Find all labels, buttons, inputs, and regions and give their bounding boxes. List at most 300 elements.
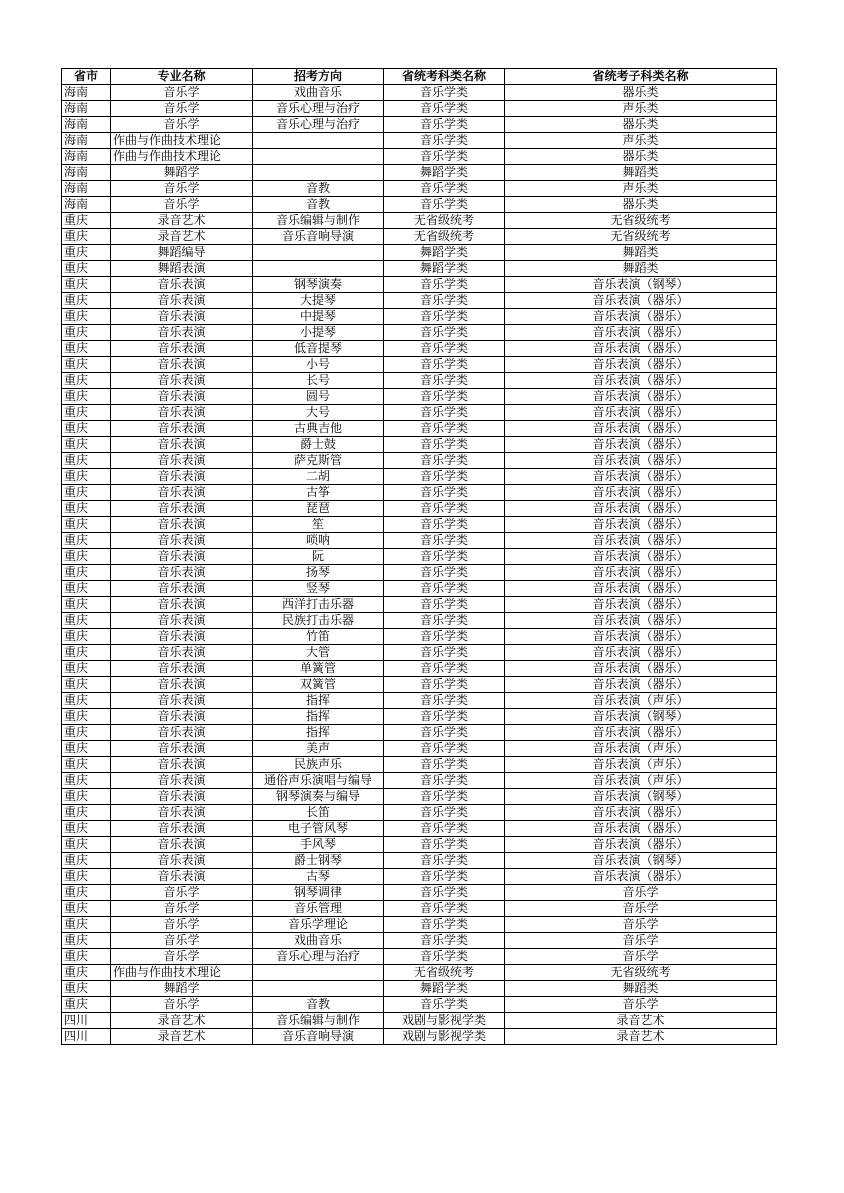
province-cell: 重庆 <box>62 629 111 645</box>
exam-category-cell: 音乐学类 <box>384 133 505 149</box>
province-cell: 重庆 <box>62 389 111 405</box>
major-name-cell: 音乐表演 <box>111 821 253 837</box>
province-cell: 重庆 <box>62 517 111 533</box>
table-row <box>62 501 777 517</box>
province-cell: 重庆 <box>62 373 111 389</box>
province-cell: 重庆 <box>62 693 111 709</box>
exam-category-cell: 音乐学类 <box>384 405 505 421</box>
exam-category-cell: 音乐学类 <box>384 533 505 549</box>
exam-direction-cell: 音乐学理论 <box>253 917 384 933</box>
table-row <box>62 885 777 901</box>
exam-direction-cell: 美声 <box>253 741 384 757</box>
exam-subcategory-cell: 音乐表演（器乐） <box>505 821 777 837</box>
header-exam-category: 省统考科类名称 <box>384 69 505 85</box>
major-name-cell: 音乐表演 <box>111 325 253 341</box>
major-name-cell: 音乐表演 <box>111 405 253 421</box>
exam-direction-cell: 音乐编辑与制作 <box>253 1013 384 1029</box>
exam-category-cell: 音乐学类 <box>384 117 505 133</box>
major-name-cell: 音乐表演 <box>111 581 253 597</box>
major-name-cell: 音乐表演 <box>111 629 253 645</box>
exam-direction-cell: 钢琴演奏与编导 <box>253 789 384 805</box>
table-row <box>62 1013 777 1029</box>
exam-category-cell: 音乐学类 <box>384 517 505 533</box>
major-name-cell: 音乐表演 <box>111 837 253 853</box>
exam-direction-cell: 钢琴演奏 <box>253 277 384 293</box>
major-name-cell: 音乐表演 <box>111 437 253 453</box>
table-row <box>62 901 777 917</box>
major-name-cell: 音乐表演 <box>111 773 253 789</box>
exam-direction-cell: 大提琴 <box>253 293 384 309</box>
exam-category-cell: 音乐学类 <box>384 389 505 405</box>
exam-direction-cell: 大号 <box>253 405 384 421</box>
table-row <box>62 421 777 437</box>
exam-subcategory-cell: 音乐表演（器乐） <box>505 437 777 453</box>
exam-direction-cell: 音乐音响导演 <box>253 1029 384 1045</box>
exam-direction-cell: 二胡 <box>253 469 384 485</box>
table-row <box>62 277 777 293</box>
exam-category-cell: 音乐学类 <box>384 469 505 485</box>
exam-subcategory-cell: 声乐类 <box>505 181 777 197</box>
province-cell: 重庆 <box>62 613 111 629</box>
exam-category-cell: 音乐学类 <box>384 789 505 805</box>
exam-subcategory-cell: 音乐表演（器乐） <box>505 533 777 549</box>
exam-direction-cell <box>253 965 384 981</box>
exam-category-cell: 音乐学类 <box>384 741 505 757</box>
exam-subcategory-cell: 音乐表演（器乐） <box>505 389 777 405</box>
exam-subcategory-cell: 音乐表演（声乐） <box>505 773 777 789</box>
major-name-cell: 音乐表演 <box>111 341 253 357</box>
table-row <box>62 741 777 757</box>
major-name-cell: 音乐表演 <box>111 661 253 677</box>
major-name-cell: 音乐表演 <box>111 453 253 469</box>
exam-category-cell: 无省级统考 <box>384 229 505 245</box>
table-row <box>62 181 777 197</box>
exam-subcategory-cell: 音乐表演（器乐） <box>505 677 777 693</box>
major-name-cell: 音乐表演 <box>111 869 253 885</box>
exam-subcategory-cell: 器乐类 <box>505 197 777 213</box>
province-cell: 重庆 <box>62 533 111 549</box>
major-name-cell: 舞蹈编导 <box>111 245 253 261</box>
province-cell: 重庆 <box>62 869 111 885</box>
major-name-cell: 音乐表演 <box>111 565 253 581</box>
province-cell: 重庆 <box>62 709 111 725</box>
exam-direction-cell: 古筝 <box>253 485 384 501</box>
table-row <box>62 213 777 229</box>
exam-category-cell: 戏剧与影视学类 <box>384 1013 505 1029</box>
exam-direction-cell: 音乐心理与治疗 <box>253 101 384 117</box>
exam-category-cell: 音乐学类 <box>384 309 505 325</box>
province-cell: 海南 <box>62 181 111 197</box>
table-row <box>62 917 777 933</box>
exam-subcategory-cell: 录音艺术 <box>505 1029 777 1045</box>
province-cell: 重庆 <box>62 981 111 997</box>
exam-direction-cell: 爵士钢琴 <box>253 853 384 869</box>
exam-category-cell: 音乐学类 <box>384 645 505 661</box>
table-row <box>62 645 777 661</box>
exam-direction-cell: 小号 <box>253 357 384 373</box>
table-row <box>62 149 777 165</box>
major-name-cell: 音乐表演 <box>111 597 253 613</box>
exam-direction-cell <box>253 245 384 261</box>
exam-direction-cell: 音教 <box>253 997 384 1013</box>
table-row <box>62 533 777 549</box>
exam-category-cell: 戏剧与影视学类 <box>384 1029 505 1045</box>
major-name-cell: 音乐学 <box>111 181 253 197</box>
exam-subcategory-cell: 音乐表演（器乐） <box>505 629 777 645</box>
province-cell: 海南 <box>62 85 111 101</box>
major-name-cell: 音乐表演 <box>111 293 253 309</box>
exam-direction-cell: 低音提琴 <box>253 341 384 357</box>
exam-direction-cell: 电子管风琴 <box>253 821 384 837</box>
major-name-cell: 音乐表演 <box>111 853 253 869</box>
exam-subcategory-cell: 音乐表演（器乐） <box>505 565 777 581</box>
table-row <box>62 837 777 853</box>
table-row <box>62 805 777 821</box>
exam-direction-cell: 笙 <box>253 517 384 533</box>
exam-category-cell: 音乐学类 <box>384 421 505 437</box>
exam-category-cell: 音乐学类 <box>384 709 505 725</box>
exam-direction-cell: 手风琴 <box>253 837 384 853</box>
major-name-cell: 音乐表演 <box>111 533 253 549</box>
exam-direction-cell: 音教 <box>253 197 384 213</box>
province-cell: 重庆 <box>62 949 111 965</box>
exam-direction-cell: 戏曲音乐 <box>253 933 384 949</box>
province-cell: 重庆 <box>62 549 111 565</box>
province-cell: 海南 <box>62 101 111 117</box>
exam-direction-cell <box>253 149 384 165</box>
major-name-cell: 录音艺术 <box>111 1013 253 1029</box>
exam-category-cell: 音乐学类 <box>384 341 505 357</box>
table-row <box>62 453 777 469</box>
major-name-cell: 音乐表演 <box>111 517 253 533</box>
exam-subcategory-cell: 音乐表演（器乐） <box>505 469 777 485</box>
exam-subcategory-cell: 音乐表演（器乐） <box>505 421 777 437</box>
exam-subcategory-cell: 音乐表演（器乐） <box>505 805 777 821</box>
major-name-cell: 音乐表演 <box>111 549 253 565</box>
table-row <box>62 773 777 789</box>
major-name-cell: 音乐表演 <box>111 741 253 757</box>
exam-category-cell: 音乐学类 <box>384 613 505 629</box>
exam-subcategory-cell: 声乐类 <box>505 133 777 149</box>
exam-direction-cell: 扬琴 <box>253 565 384 581</box>
exam-subcategory-cell: 录音艺术 <box>505 1013 777 1029</box>
exam-category-cell: 音乐学类 <box>384 181 505 197</box>
exam-subcategory-cell: 音乐表演（声乐） <box>505 757 777 773</box>
table-row <box>62 581 777 597</box>
exam-direction-cell: 民族声乐 <box>253 757 384 773</box>
province-cell: 重庆 <box>62 773 111 789</box>
table-row <box>62 997 777 1013</box>
major-name-cell: 音乐表演 <box>111 693 253 709</box>
exam-category-cell: 无省级统考 <box>384 213 505 229</box>
major-name-cell: 音乐学 <box>111 997 253 1013</box>
major-name-cell: 录音艺术 <box>111 1029 253 1045</box>
table-row <box>62 405 777 421</box>
exam-subcategory-cell: 音乐表演（声乐） <box>505 741 777 757</box>
table-row <box>62 789 777 805</box>
province-cell: 海南 <box>62 197 111 213</box>
province-cell: 重庆 <box>62 229 111 245</box>
exam-category-cell: 音乐学类 <box>384 581 505 597</box>
province-cell: 重庆 <box>62 805 111 821</box>
major-name-cell: 音乐学 <box>111 949 253 965</box>
exam-direction-cell: 古典吉他 <box>253 421 384 437</box>
exam-category-cell: 音乐学类 <box>384 853 505 869</box>
exam-category-cell: 舞蹈学类 <box>384 981 505 997</box>
table-row <box>62 245 777 261</box>
major-name-cell: 音乐表演 <box>111 421 253 437</box>
exam-category-cell: 音乐学类 <box>384 917 505 933</box>
exam-subcategory-cell: 音乐学 <box>505 933 777 949</box>
exam-subcategory-cell: 音乐表演（器乐） <box>505 405 777 421</box>
province-cell: 海南 <box>62 133 111 149</box>
table-row <box>62 341 777 357</box>
exam-category-cell: 音乐学类 <box>384 325 505 341</box>
province-cell: 重庆 <box>62 725 111 741</box>
table-row <box>62 869 777 885</box>
major-name-cell: 音乐表演 <box>111 645 253 661</box>
exam-subcategory-cell: 舞蹈类 <box>505 245 777 261</box>
exam-subcategory-cell: 音乐学 <box>505 901 777 917</box>
table-row <box>62 629 777 645</box>
exam-category-cell: 音乐学类 <box>384 725 505 741</box>
province-cell: 重庆 <box>62 245 111 261</box>
exam-direction-cell: 西洋打击乐器 <box>253 597 384 613</box>
province-cell: 重庆 <box>62 277 111 293</box>
major-name-cell: 音乐表演 <box>111 677 253 693</box>
province-cell: 重庆 <box>62 485 111 501</box>
province-cell: 重庆 <box>62 821 111 837</box>
table-row <box>62 661 777 677</box>
major-name-cell: 音乐表演 <box>111 277 253 293</box>
table-row <box>62 165 777 181</box>
exam-direction-cell: 民族打击乐器 <box>253 613 384 629</box>
province-cell: 重庆 <box>62 597 111 613</box>
major-name-cell: 舞蹈表演 <box>111 261 253 277</box>
table-row <box>62 101 777 117</box>
exam-category-cell: 舞蹈学类 <box>384 165 505 181</box>
province-cell: 重庆 <box>62 933 111 949</box>
table-row <box>62 1029 777 1045</box>
table-row <box>62 133 777 149</box>
exam-subcategory-cell: 音乐表演（器乐） <box>505 597 777 613</box>
exam-category-cell: 音乐学类 <box>384 101 505 117</box>
exam-category-cell: 音乐学类 <box>384 677 505 693</box>
table-row <box>62 757 777 773</box>
exam-direction-cell: 古琴 <box>253 869 384 885</box>
table-body <box>62 85 777 1045</box>
major-name-cell: 音乐学 <box>111 197 253 213</box>
province-cell: 重庆 <box>62 581 111 597</box>
exam-subcategory-cell: 音乐表演（钢琴） <box>505 853 777 869</box>
major-name-cell: 音乐表演 <box>111 501 253 517</box>
table-row <box>62 693 777 709</box>
exam-subcategory-cell: 音乐表演（器乐） <box>505 837 777 853</box>
table-row <box>62 725 777 741</box>
major-name-cell: 音乐学 <box>111 101 253 117</box>
exam-direction-cell: 萨克斯管 <box>253 453 384 469</box>
exam-category-cell: 音乐学类 <box>384 821 505 837</box>
table-row <box>62 965 777 981</box>
exam-category-cell: 音乐学类 <box>384 837 505 853</box>
exam-subcategory-cell: 音乐表演（器乐） <box>505 549 777 565</box>
major-name-cell: 作曲与作曲技术理论 <box>111 149 253 165</box>
exam-subcategory-cell: 无省级统考 <box>505 965 777 981</box>
exam-direction-cell: 音乐管理 <box>253 901 384 917</box>
province-cell: 重庆 <box>62 645 111 661</box>
exam-category-cell: 音乐学类 <box>384 501 505 517</box>
exam-subcategory-cell: 音乐表演（器乐） <box>505 501 777 517</box>
province-cell: 四川 <box>62 1013 111 1029</box>
exam-direction-cell <box>253 261 384 277</box>
exam-subcategory-cell: 无省级统考 <box>505 213 777 229</box>
exam-direction-cell <box>253 133 384 149</box>
table-row <box>62 373 777 389</box>
exam-direction-cell: 双簧管 <box>253 677 384 693</box>
exam-direction-cell: 大管 <box>253 645 384 661</box>
exam-subcategory-cell: 音乐表演（器乐） <box>505 581 777 597</box>
exam-direction-cell: 竖琴 <box>253 581 384 597</box>
province-cell: 重庆 <box>62 885 111 901</box>
exam-subcategory-cell: 舞蹈类 <box>505 981 777 997</box>
major-name-cell: 作曲与作曲技术理论 <box>111 133 253 149</box>
exam-subcategory-cell: 音乐表演（器乐） <box>505 869 777 885</box>
table-row <box>62 357 777 373</box>
table-row <box>62 597 777 613</box>
exam-subcategory-cell: 器乐类 <box>505 85 777 101</box>
exam-direction-cell: 音乐心理与治疗 <box>253 117 384 133</box>
province-cell: 重庆 <box>62 213 111 229</box>
province-cell: 重庆 <box>62 901 111 917</box>
major-name-cell: 音乐学 <box>111 901 253 917</box>
header-exam-direction: 招考方向 <box>253 69 384 85</box>
exam-category-cell: 音乐学类 <box>384 85 505 101</box>
exam-direction-cell: 爵士鼓 <box>253 437 384 453</box>
province-cell: 重庆 <box>62 565 111 581</box>
major-name-cell: 音乐表演 <box>111 613 253 629</box>
exam-category-cell: 音乐学类 <box>384 357 505 373</box>
province-cell: 重庆 <box>62 837 111 853</box>
table-row <box>62 117 777 133</box>
exam-direction-cell: 通俗声乐演唱与编导 <box>253 773 384 789</box>
table-row <box>62 613 777 629</box>
exam-subcategory-cell: 音乐表演（器乐） <box>505 341 777 357</box>
major-name-cell: 音乐学 <box>111 917 253 933</box>
exam-subcategory-cell: 音乐表演（器乐） <box>505 485 777 501</box>
province-cell: 重庆 <box>62 965 111 981</box>
exam-direction-cell: 小提琴 <box>253 325 384 341</box>
exam-subcategory-cell: 音乐表演（器乐） <box>505 613 777 629</box>
province-cell: 重庆 <box>62 917 111 933</box>
header-exam-subcategory: 省统考子科类名称 <box>505 69 777 85</box>
major-name-cell: 音乐学 <box>111 885 253 901</box>
exam-category-cell: 音乐学类 <box>384 549 505 565</box>
table-row <box>62 821 777 837</box>
major-name-cell: 音乐表演 <box>111 357 253 373</box>
exam-category-cell: 音乐学类 <box>384 437 505 453</box>
exam-subcategory-cell: 音乐表演（器乐） <box>505 453 777 469</box>
exam-subcategory-cell: 舞蹈类 <box>505 261 777 277</box>
exam-category-cell: 舞蹈学类 <box>384 261 505 277</box>
major-name-cell: 舞蹈学 <box>111 165 253 181</box>
exam-category-cell: 音乐学类 <box>384 773 505 789</box>
exam-subcategory-cell: 音乐表演（器乐） <box>505 725 777 741</box>
exam-subcategory-cell: 音乐表演（器乐） <box>505 645 777 661</box>
exam-direction-cell: 音乐编辑与制作 <box>253 213 384 229</box>
exam-direction-cell: 音教 <box>253 181 384 197</box>
exam-category-cell: 音乐学类 <box>384 485 505 501</box>
major-name-cell: 录音艺术 <box>111 213 253 229</box>
province-cell: 重庆 <box>62 261 111 277</box>
province-cell: 重庆 <box>62 789 111 805</box>
exam-direction-cell: 指挥 <box>253 693 384 709</box>
table-row <box>62 389 777 405</box>
exam-category-cell: 音乐学类 <box>384 933 505 949</box>
exam-direction-cell: 指挥 <box>253 709 384 725</box>
exam-category-cell: 音乐学类 <box>384 149 505 165</box>
province-cell: 重庆 <box>62 757 111 773</box>
table-row <box>62 485 777 501</box>
exam-direction-cell: 指挥 <box>253 725 384 741</box>
exam-subcategory-cell: 音乐表演（器乐） <box>505 293 777 309</box>
exam-subcategory-cell: 音乐表演（器乐） <box>505 309 777 325</box>
exam-direction-cell: 长笛 <box>253 805 384 821</box>
major-name-cell: 音乐表演 <box>111 757 253 773</box>
exam-category-cell: 舞蹈学类 <box>384 245 505 261</box>
province-cell: 重庆 <box>62 469 111 485</box>
major-name-cell: 音乐表演 <box>111 709 253 725</box>
major-name-cell: 音乐表演 <box>111 805 253 821</box>
exam-subcategory-cell: 音乐表演（钢琴） <box>505 789 777 805</box>
major-name-cell: 音乐表演 <box>111 789 253 805</box>
exam-subcategory-cell: 音乐表演（器乐） <box>505 325 777 341</box>
major-name-cell: 音乐学 <box>111 85 253 101</box>
exam-category-cell: 音乐学类 <box>384 453 505 469</box>
province-cell: 四川 <box>62 1029 111 1045</box>
exam-direction-cell <box>253 981 384 997</box>
exam-subcategory-cell: 声乐类 <box>505 101 777 117</box>
exam-category-cell: 音乐学类 <box>384 901 505 917</box>
exam-category-cell: 无省级统考 <box>384 965 505 981</box>
exam-direction-cell: 钢琴调律 <box>253 885 384 901</box>
exam-direction-cell: 戏曲音乐 <box>253 85 384 101</box>
province-cell: 重庆 <box>62 357 111 373</box>
exam-category-cell: 音乐学类 <box>384 805 505 821</box>
major-name-cell: 音乐表演 <box>111 725 253 741</box>
exam-category-cell: 音乐学类 <box>384 885 505 901</box>
table-row <box>62 309 777 325</box>
header-major-name: 专业名称 <box>111 69 253 85</box>
major-name-cell: 音乐表演 <box>111 389 253 405</box>
exam-category-cell: 音乐学类 <box>384 197 505 213</box>
exam-subcategory-cell: 音乐表演（器乐） <box>505 517 777 533</box>
header-province: 省市 <box>62 69 111 85</box>
table-row <box>62 293 777 309</box>
exam-subcategory-cell: 音乐学 <box>505 917 777 933</box>
province-cell: 重庆 <box>62 661 111 677</box>
exam-direction-cell: 圆号 <box>253 389 384 405</box>
table-row <box>62 229 777 245</box>
exam-subcategory-cell: 音乐学 <box>505 885 777 901</box>
exam-category-cell: 音乐学类 <box>384 949 505 965</box>
table-row <box>62 261 777 277</box>
exam-subcategory-cell: 舞蹈类 <box>505 165 777 181</box>
exam-direction-cell: 阮 <box>253 549 384 565</box>
major-name-cell: 音乐学 <box>111 933 253 949</box>
province-cell: 重庆 <box>62 293 111 309</box>
table-row <box>62 197 777 213</box>
table-row <box>62 85 777 101</box>
